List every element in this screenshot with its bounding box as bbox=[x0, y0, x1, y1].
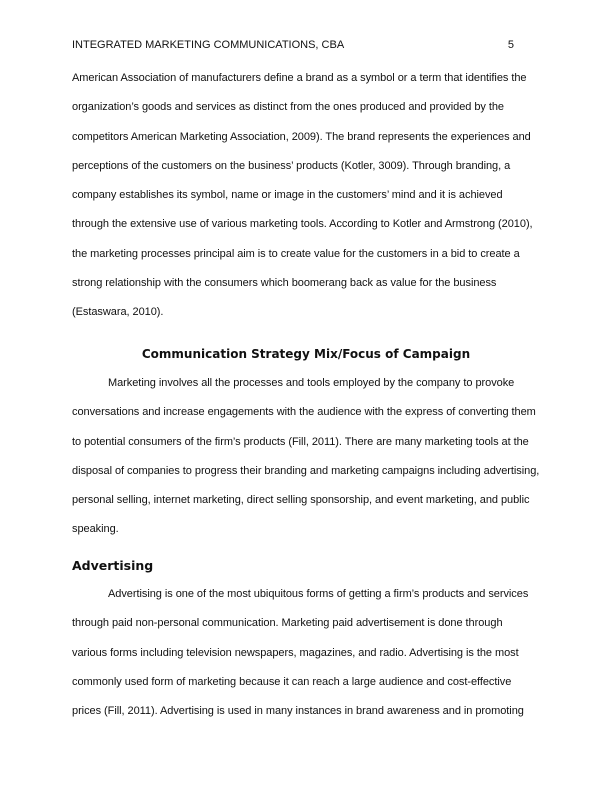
running-head: INTEGRATED MARKETING COMMUNICATIONS, CBA bbox=[72, 39, 345, 51]
page-number: 5 bbox=[507, 39, 514, 51]
section-heading-advertising: Advertising bbox=[72, 558, 154, 573]
paragraph-brand-definition bbox=[72, 64, 540, 328]
paragraph-2-text: Marketing involves all the processes and tools employed by the company to provoke conversations and increase engagements with the audience with the express of converting them to potential consumers of the firm’s products (Fill, 2011). There are many marketing tools at the disposal of companies to progress their branding and marketing campaigns including advertising, personal selling, internet marketing, direct selling sponsorship, and event marketing, and public speaking. bbox=[72, 377, 540, 536]
paragraph-1-text: American Association of manufacturers define a brand as a symbol or a term that identifies the organization’s goods and services as distinct from the ones produced and provided by the competitors American Marketing Association, 2009). The brand represents the experiences and perceptions of the customers on the business’ products (Kotler, 3009). Through branding, a company establishes its symbol, name or image in the customers’ mind and it is achieved through the extensive use of various marketing tools. According to Kotler and Armstrong (2010), the marketing processes principal aim is to create value for the customers in a bid to create a strong relationship with the consumers which boomerang back as value for the business (Estaswara, 2010). bbox=[72, 72, 533, 319]
paragraph-3-text: Advertising is one of the most ubiquitous forms of getting a firm’s products and services through paid non-personal communication. Marketing paid advertisement is done through various forms including television newspapers, magazines, and radio. Advertising is the most commonly used form of marketing because it can reach a large audience and cost-effective prices (Fill, 2011). Advertising is used in many instances in brand awareness and in promoting bbox=[72, 588, 529, 718]
paragraph-advertising bbox=[72, 580, 540, 726]
paragraph-marketing-tools bbox=[72, 369, 540, 545]
page-header bbox=[72, 37, 514, 53]
section-heading-communication-strategy: Communication Strategy Mix/Focus of Campaign bbox=[141, 347, 471, 361]
